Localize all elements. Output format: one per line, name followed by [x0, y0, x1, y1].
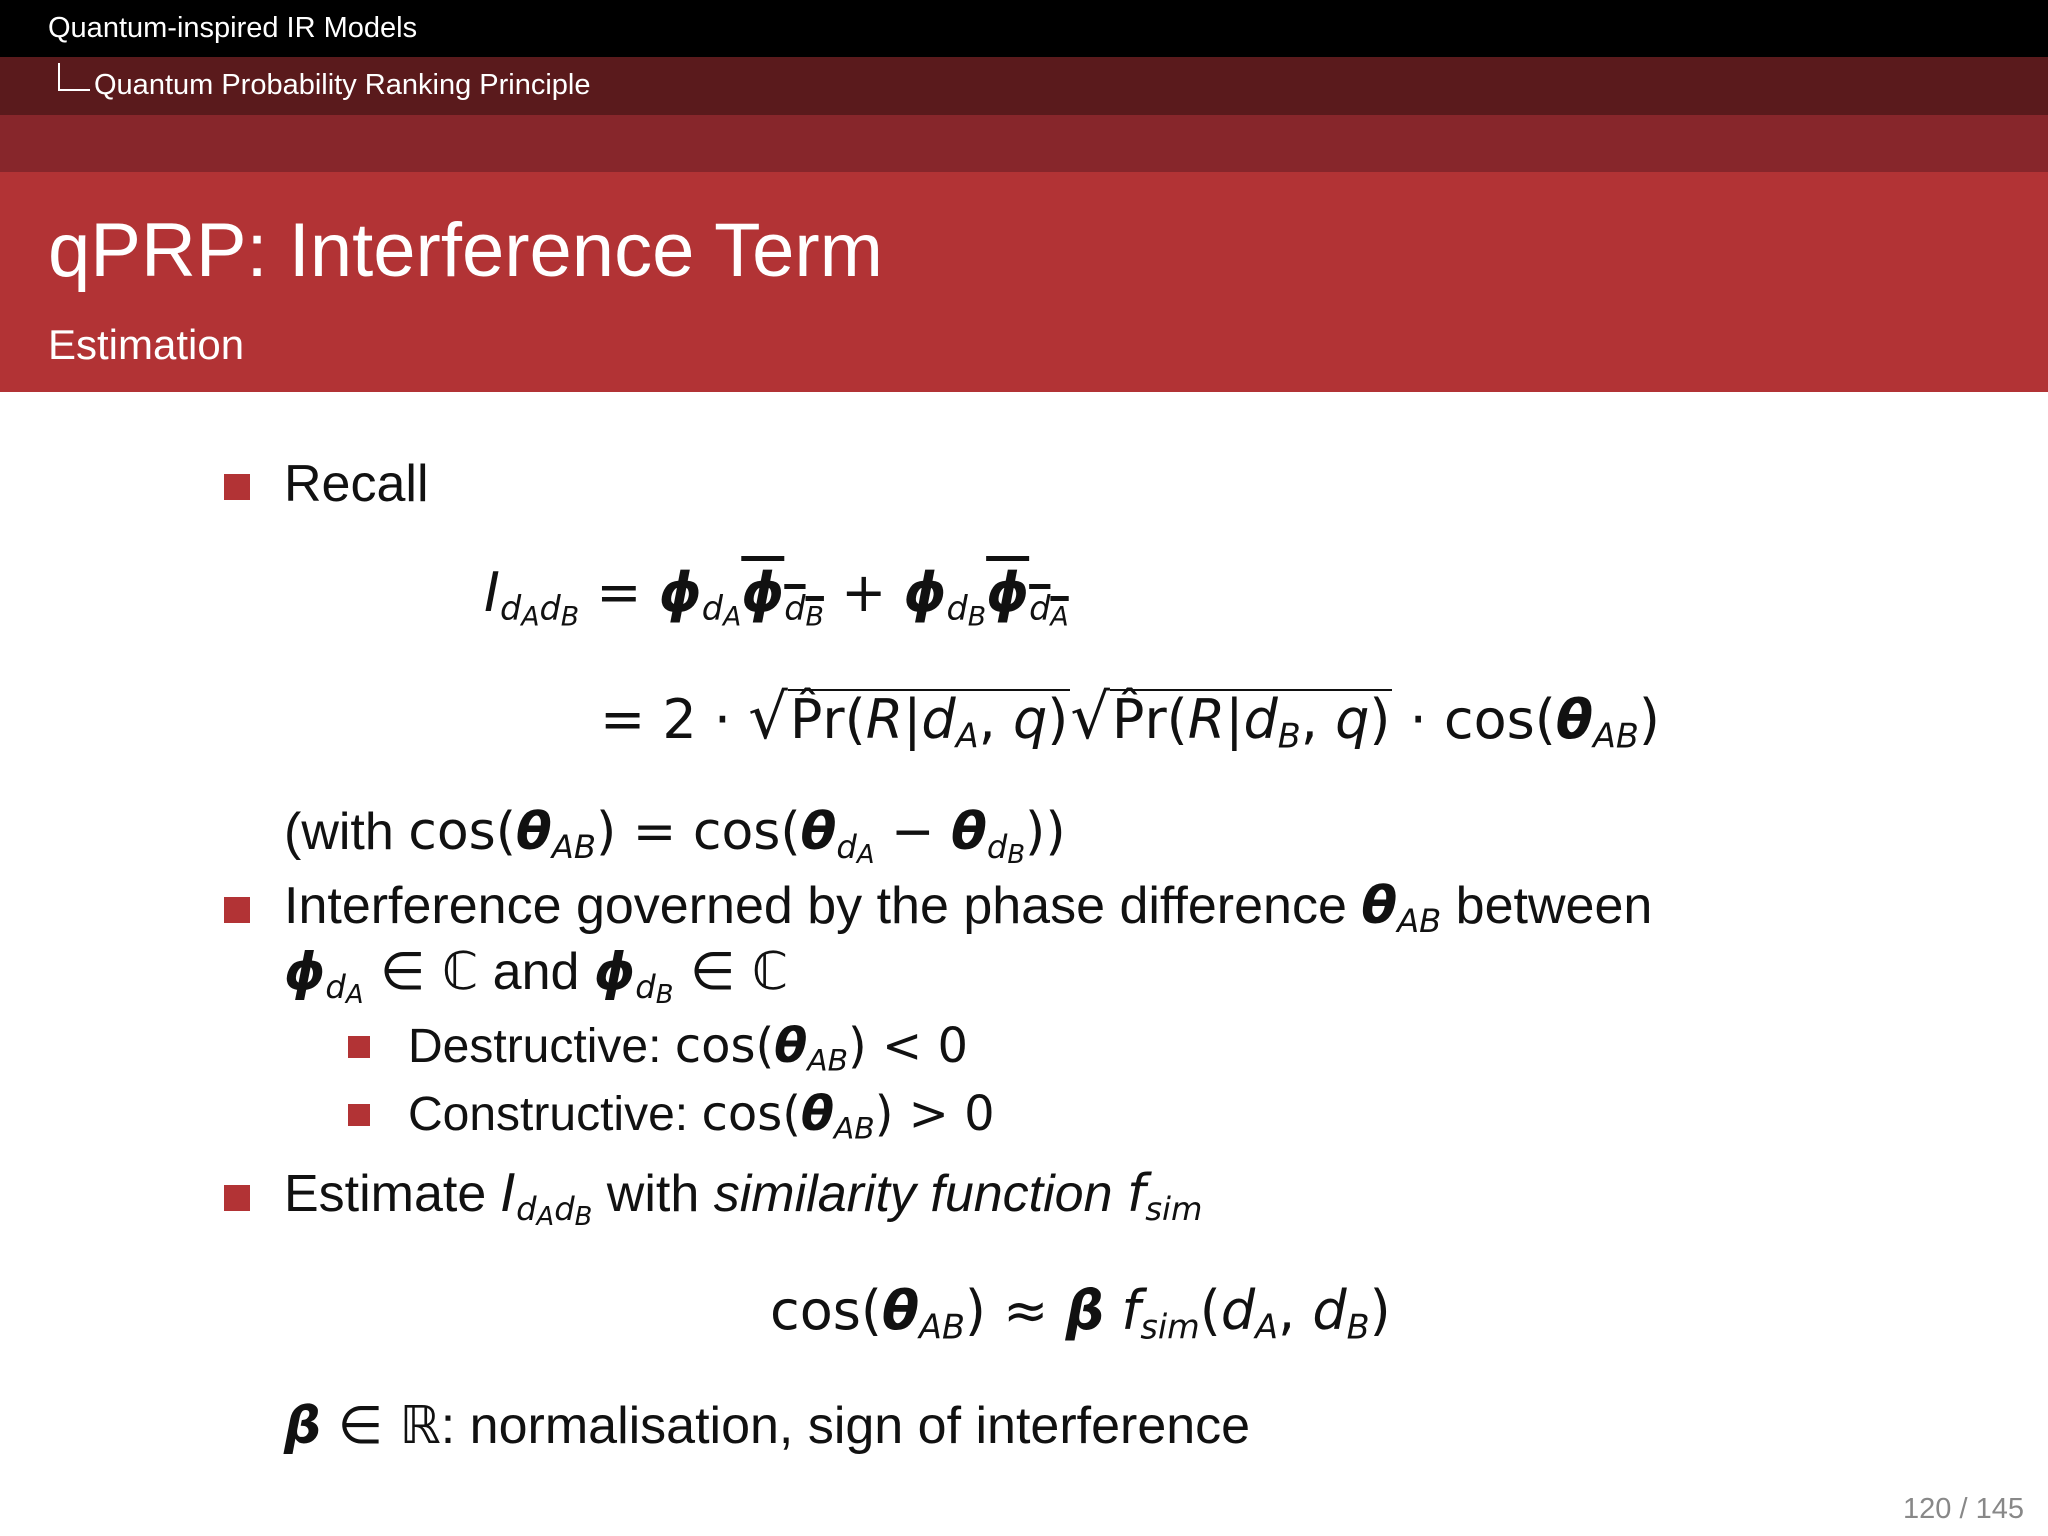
tree-corner-icon: [58, 63, 90, 91]
equation-interference-definition: $I_{d_Ad_B} = \phi_{d_A}\phi_{d_B} + \phi_{d_B}\phi_{d_A}$: [484, 561, 1069, 633]
and-text: and: [478, 943, 594, 1001]
bullet-interference-line1: Interference governed by the phase difference $\theta_{AB}$ between: [284, 876, 1653, 941]
bullet-interference-line2: $\phi_{d_A}$ ∈ ℂ and $\phi_{d_B}$ ∈ ℂ: [284, 942, 789, 1011]
estimate-text: Estimate: [284, 1165, 501, 1223]
with-prefix: (with: [284, 803, 409, 861]
beta-note: β ∈ ℝ: normalisation, sign of interference: [284, 1396, 1251, 1456]
page-number: 120 / 145: [1903, 1493, 2024, 1525]
subbullet-constructive: Constructive: $\cos(\theta_{AB}) > 0$: [408, 1086, 995, 1147]
slide-subtitle: Estimation: [48, 321, 245, 368]
beta-note-text: : normalisation, sign of interference: [440, 1397, 1251, 1455]
slide-title: qPRP: Interference Term: [48, 208, 883, 293]
equation-interference-expansion: = $2 \cdot √P̂r(R|d_A$, $q)√P̂r(R|d_B$, $q) \cdot \cos(\theta_{AB})$: [600, 680, 1660, 756]
bullet-recall: Recall: [284, 455, 429, 513]
destructive-label: Destructive:: [408, 1020, 675, 1073]
subsection-title: Quantum Probability Ranking Principle: [94, 69, 591, 101]
bullet-estimate: Estimate $I_{d_Ad_B}$ with similarity function $f_{sim}$: [284, 1164, 1203, 1233]
with-text: with: [592, 1165, 714, 1223]
section-title: Quantum-inspired IR Models: [48, 12, 418, 44]
between-text: between: [1441, 877, 1653, 935]
header-spacer-bar: [0, 115, 2048, 172]
equation-cos-approximation: $\cos(\theta_{AB}) \approx \beta$ $f_{sim}(d_A$, $d_B$): [770, 1279, 1391, 1347]
subbullet-square-icon: [348, 1036, 370, 1058]
subbullet-square-icon: [348, 1104, 370, 1126]
constructive-label: Constructive:: [408, 1088, 702, 1141]
similarity-function-text: similarity function: [713, 1165, 1127, 1223]
bullet-square-icon: [224, 474, 250, 500]
bullet-square-icon: [224, 1185, 250, 1211]
subbullet-destructive: Destructive: $\cos(\theta_{AB}) < 0$: [408, 1018, 968, 1079]
bullet-square-icon: [224, 897, 250, 923]
interference-text: Interference governed by the phase difference: [284, 877, 1362, 935]
with-cos-note: (with $\cos(\theta_{AB}) = \cos(\theta_{d_A} - \theta_{d_B})$): [284, 802, 1066, 871]
